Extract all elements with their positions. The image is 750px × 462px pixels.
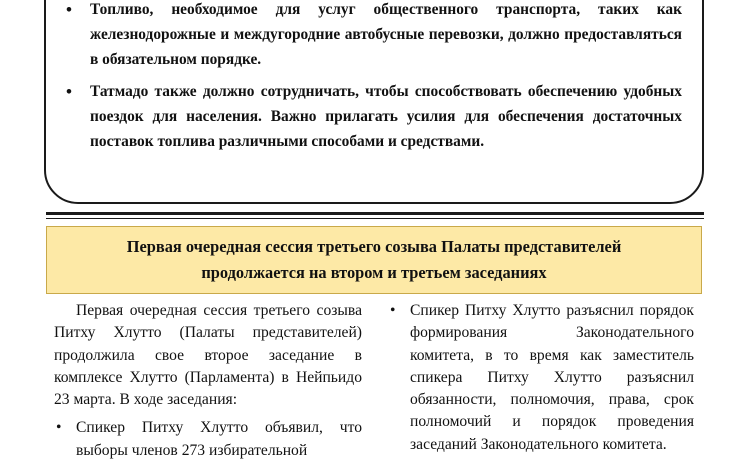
article-bullet: • Спикер Питху Хлутто объявил, что выборы членов 273 избирательной [54, 417, 362, 462]
article-bullet: • Спикер Питху Хлутто разъяснил порядок формирования Законодательного комитета, в то время как заместитель спикера Питху Хлутто разъяснил обязанности, полномочия, права, срок полномочий и порядок проведения заседаний Законодательного комитета. [388, 300, 694, 456]
article-intro: Первая очередная сессия третьего созыва Питху Хлутто (Палаты представителей) продолжила свое второе заседание в комплексе Хлутто (Парламента) в Нейпьидо 23 марта. В ходе заседания: [54, 302, 362, 409]
article-column-left [54, 300, 362, 462]
article-headline: Первая очередная сессия третьего созыва Палаты представителей продолжается на втором и третьем заседаниях [46, 226, 702, 294]
divider-thick [46, 212, 704, 215]
summary-box [44, 0, 704, 204]
divider-thin [46, 218, 704, 219]
summary-bullet: • Топливо, необходимое для услуг общественного транспорта, таких как железнодорожные и междугородние автобусные перевозки, должно предоставляться в обязательном порядке. [66, 0, 682, 72]
summary-bullet-list [66, 0, 682, 161]
left-bullet-list [54, 417, 362, 462]
article-column-right [388, 300, 694, 456]
right-bullet-list [388, 300, 694, 456]
summary-bullet: • Татмадо также должно сотрудничать, чтобы способствовать обеспечению удобных поездок для населения. Важно прилагать усилия для обеспечения достаточных поставок топлива различными способами и средствами. [66, 79, 682, 154]
